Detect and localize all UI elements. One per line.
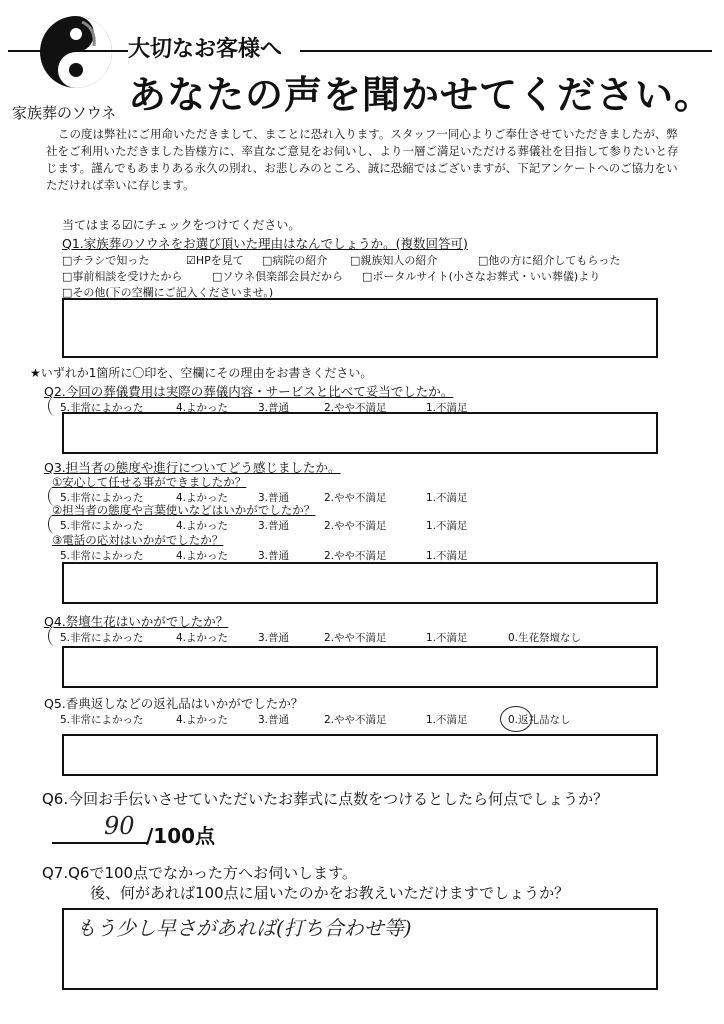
scale-4: 4.よかった	[176, 492, 229, 504]
page-headline: あなたの声を聞かせてください。	[128, 73, 714, 117]
scale-3: 3.普通	[258, 550, 290, 562]
scale-1: 1.不満足	[426, 520, 468, 532]
q1-option-portal[interactable]: □ポータルサイト(小さなお葬式・いい葬儀)より	[362, 270, 601, 283]
scale-4: 4.よかった	[176, 632, 229, 644]
q1-answer-box[interactable]	[62, 298, 658, 358]
scale-3: 3.普通	[258, 632, 290, 644]
q6-title: Q6.今回お手伝いさせていただいたお葬式に点数をつけるとしたら何点でしょうか？	[42, 790, 609, 808]
scale-4: 4.よかった	[176, 714, 229, 726]
q1-option-relatives[interactable]: □親族知人の紹介	[350, 254, 438, 267]
scale-5: 5.非常によかった	[60, 492, 144, 504]
q5-scale[interactable]	[60, 712, 670, 726]
q7-title-2: 後、何があれば100点に届いたのかをお教えいただけますでしょうか？	[90, 884, 570, 902]
scale-2: 2.やや不満足	[324, 632, 387, 644]
scale-4: 4.よかった	[176, 520, 229, 532]
q1-option-flyer[interactable]: □チラシで知った	[62, 254, 150, 267]
q2-circle-mark	[48, 396, 63, 416]
q1-option-referral[interactable]: □他の方に紹介してもらった	[478, 254, 621, 267]
scale-1: 1.不満足	[426, 402, 468, 414]
q3-2-circle-mark	[48, 514, 63, 534]
scale-5: 5.非常によかった	[60, 714, 144, 726]
q4-answer-box[interactable]	[62, 646, 658, 688]
scale-3: 3.普通	[258, 520, 290, 532]
q3-answer-box[interactable]	[62, 562, 658, 604]
scale-2: 2.やや不満足	[324, 520, 387, 532]
header-divider-right	[300, 50, 712, 52]
scale-5: 5.非常によかった	[60, 632, 144, 644]
q5-title: Q5.香典返しなどの返礼品はいかがでしたか？	[44, 696, 304, 711]
q1-option-club[interactable]: □ソウネ倶楽部会員だから	[212, 270, 344, 283]
q2-answer-box[interactable]	[62, 412, 658, 454]
header-divider	[8, 50, 128, 52]
q6-score-handwritten[interactable]: 90	[104, 812, 135, 840]
q1-title: Q1.家族葬のソウネをお選び頂いた理由はなんでしょうか。(複数回答可)	[62, 236, 468, 251]
scale-2: 2.やや不満足	[324, 550, 387, 562]
logo	[36, 8, 116, 100]
scale-1: 1.不満足	[426, 714, 468, 726]
q4-title: Q4.祭壇生花はいかがでしたか？	[44, 614, 229, 629]
q3-3-scale[interactable]	[60, 548, 660, 562]
q1-option-hp[interactable]: ☑HPを見て	[186, 254, 244, 267]
q5-answer-box[interactable]	[62, 734, 658, 776]
q3-sub-3: ③電話の応対はいかがでしたか？	[52, 533, 224, 547]
scale-3: 3.普通	[258, 714, 290, 726]
q6-score-suffix: /100点	[146, 824, 216, 848]
scale-1: 1.不満足	[426, 550, 468, 562]
scale-5: 5.非常によかった	[60, 520, 144, 532]
logo-swirl-icon	[36, 8, 116, 100]
scale-0: 0.返礼品なし	[508, 714, 571, 726]
q1-option-hospital[interactable]: □病院の紹介	[262, 254, 328, 267]
circle-instruction: ★いずれか1箇所に〇印を、空欄にその理由をお書きください。	[30, 366, 373, 380]
q3-sub-2: ②担当者の態度や言葉使いなどはいかがでしたか？	[52, 503, 316, 517]
scale-4: 4.よかった	[176, 550, 229, 562]
scale-2: 2.やや不満足	[324, 402, 387, 414]
brand-name: 家族葬のソウネ	[12, 104, 117, 122]
q3-sub-1: ①安心して任せる事ができましたか？	[52, 475, 247, 489]
q7-title: Q7.Q6で100点でなかった方へお伺いします。	[42, 864, 357, 882]
scale-2: 2.やや不満足	[324, 714, 387, 726]
scale-2: 2.やや不満足	[324, 492, 387, 504]
q4-scale[interactable]	[60, 630, 670, 644]
scale-3: 3.普通	[258, 402, 290, 414]
q2-title: Q2.今回の葬儀費用は実際の葬儀内容・サービスと比べて妥当でしたか。	[44, 384, 454, 399]
q7-answer-handwritten[interactable]: もう少し早さがあれば(打ち合わせ等)	[76, 916, 412, 940]
q3-title: Q3.担当者の態度や進行についてどう感じましたか。	[44, 460, 341, 475]
greeting-title: 大切なお客様へ	[128, 37, 283, 62]
scale-4: 4.よかった	[176, 402, 229, 414]
q4-circle-mark	[48, 626, 63, 646]
q1-option-consult[interactable]: □事前相談を受けたから	[62, 270, 183, 283]
scale-3: 3.普通	[258, 492, 290, 504]
scale-5: 5.非常によかった	[60, 402, 144, 414]
scale-0: 0.生花祭壇なし	[508, 632, 582, 644]
q1-option-other[interactable]: □その他(下の空欄にご記入くださいませ。)	[62, 286, 274, 299]
q6-score-line	[52, 842, 148, 844]
scale-5: 5.非常によかった	[60, 550, 144, 562]
q3-2-scale[interactable]	[60, 518, 660, 532]
scale-1: 1.不満足	[426, 632, 468, 644]
intro-text: この度は弊社にご用命いただきまして、まことに恐れ入ります。スタッフ一同心よりご奉仕させていただきましたが、弊社をご利用いただきました皆様方に、率直なご意見をお伺いし、より一層ご満足いただける葬儀社を目指して参りたいと存じます。謹んでもあまりある永久の別れ、お悲しみのところ、誠に恐縮ではございますが、下記アンケートへのご協力をいただければ幸いに存じます。	[46, 127, 679, 192]
q5-circle-mark	[500, 706, 532, 732]
check-instruction: 当てはまる☑にチェックをつけてください。	[62, 218, 301, 232]
scale-1: 1.不満足	[426, 492, 468, 504]
